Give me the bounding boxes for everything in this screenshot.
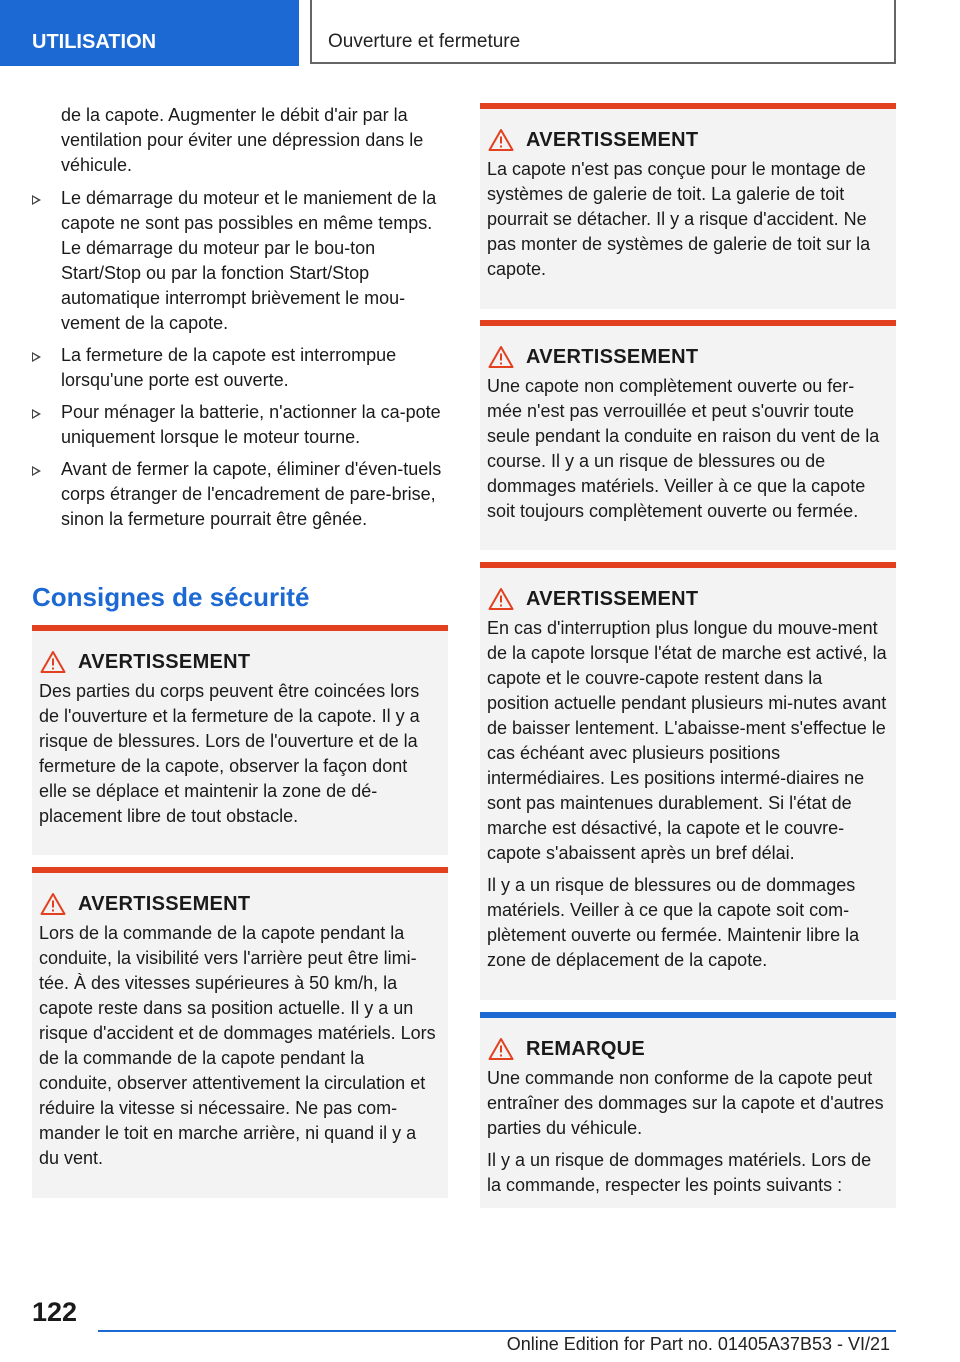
triangle-bullet-icon <box>32 466 41 476</box>
continuation-paragraph: de la capote. Augmenter le débit d'air par la ventilation pour éviter une dépression dans le véhicule. <box>61 105 424 175</box>
warning-title: AVERTISSEMENT <box>78 892 251 915</box>
warning-title: AVERTISSEMENT <box>526 345 699 368</box>
triangle-bullet-icon <box>32 409 41 419</box>
warning-text: Il y a un risque de blessures ou de dommages matériels. Veiller à ce que la capote soit com-plètement ouverte ou fermée. Maintenir libre la zone de déplacement de la capote. <box>487 875 860 970</box>
page-header <box>0 0 960 66</box>
list-item-text: Le démarrage du moteur et le maniement de la capote ne sont pas possibles en même temps. Le démarrage du moteur par le bou-ton Start/Stop ou par la fonction Start/Stop automatique interrompt brièvement le mou-vement de la capote. <box>61 188 437 333</box>
warning-box <box>32 867 448 1198</box>
triangle-bullet-icon <box>32 352 41 362</box>
note-text: Il y a un risque de dommages matériels. Lors de la commande, respecter les points suivants : <box>487 1150 872 1195</box>
warning-text: Une capote non complètement ouverte ou fer-mée n'est pas verrouillée et peut s'ouvrir toute seule pendant la conduite en raison du vent de la course. Il y a un risque de blessures ou de dommages matériels. Veiller à ce que la capote soit toujours complètement ouverte ou fermée. <box>487 376 880 521</box>
list-item-text: Pour ménager la batterie, n'actionner la ca-pote uniquement lorsque le moteur tourne. <box>61 402 441 447</box>
warning-triangle-icon <box>488 1037 514 1061</box>
warning-title: AVERTISSEMENT <box>526 587 699 610</box>
warning-box <box>480 320 896 550</box>
warning-triangle-icon <box>488 128 514 152</box>
note-title: REMARQUE <box>526 1037 646 1060</box>
chapter-title: Ouverture et fermeture <box>310 0 896 64</box>
warning-triangle-icon <box>40 892 66 916</box>
warning-box <box>480 103 896 309</box>
note-header <box>488 1036 888 1062</box>
warning-triangle-icon <box>40 650 66 674</box>
list-item-text: Avant de fermer la capote, éliminer d'éven-tuels corps étranger de l'encadrement de pare-brise, sinon la fermeture pourrait être gênée. <box>61 459 442 529</box>
list-item <box>32 457 448 532</box>
triangle-bullet-icon <box>32 195 41 205</box>
warning-header <box>40 649 440 675</box>
bullet-list <box>32 186 448 539</box>
footer-divider <box>98 1330 896 1332</box>
warning-header <box>488 127 888 153</box>
warning-header <box>488 586 888 612</box>
warning-triangle-icon <box>488 345 514 369</box>
warning-text: Des parties du corps peuvent être coincées lors de l'ouverture et la fermeture de la capote. Il y a risque de blessures. Lors de l'ouverture et de la fermeture de la capote, observer la façon dont elle se déplace et maintenir la zone de dé-placement libre de tout obstacle. <box>39 681 420 826</box>
warning-text: En cas d'interruption plus longue du mouve-ment de la capote lorsque l'état de marche est activé, la capote et le couvre-capote restent dans la position actuelle pendant plusieurs mi-nutes avant de baisser lentement. L'abaisse-ment s'effectue le cas échéant avec plusieurs positions intermédiaires. Les positions intermé-diaires ne sont pas maintenues durablement. Si l'état de marche est désactivé, la capote et le couvre-capote s'abaissent après un bref délai. <box>487 618 887 863</box>
list-item <box>32 400 448 450</box>
list-item-text: La fermeture de la capote est interrompue lorsqu'une porte est ouverte. <box>61 345 397 390</box>
section-heading: Consignes de sécurité <box>32 582 310 612</box>
warning-triangle-icon <box>488 587 514 611</box>
warning-box <box>32 625 448 855</box>
warning-box <box>480 562 896 1000</box>
note-text: Une commande non conforme de la capote peut entraîner des dommages sur la capote et d'autres parties du véhicule. <box>487 1068 884 1138</box>
edition-footer: Online Edition for Part no. 01405A37B53 - VI/21 <box>506 1334 890 1354</box>
page-number: 122 <box>32 1297 78 1327</box>
warning-text: Lors de la commande de la capote pendant la conduite, la visibilité vers l'arrière peut être limi-tée. À des vitesses supérieures à 50 km/h, la capote reste dans sa position actuelle. Il y a un risque d'accident et de dommages matériels. Lors de la commande de la capote pendant la conduite, observer attentivement la circulation et réduire la vitesse si nécessaire. Ne pas com-mander le toit en marche arrière, ni quand il y a du vent. <box>39 923 436 1168</box>
section-tab: UTILISATION <box>0 0 299 66</box>
warning-title: AVERTISSEMENT <box>78 650 251 673</box>
note-box <box>480 1012 896 1208</box>
list-item <box>32 343 448 393</box>
warning-title: AVERTISSEMENT <box>526 128 699 151</box>
list-item <box>32 186 448 336</box>
warning-header <box>488 344 888 370</box>
warning-header <box>40 891 440 917</box>
warning-text: La capote n'est pas conçue pour le montage de systèmes de galerie de toit. La galerie de toit pourrait se détacher. Il y a risque d'accident. Ne pas monter de systèmes de galerie de toit sur la capote. <box>487 159 871 279</box>
